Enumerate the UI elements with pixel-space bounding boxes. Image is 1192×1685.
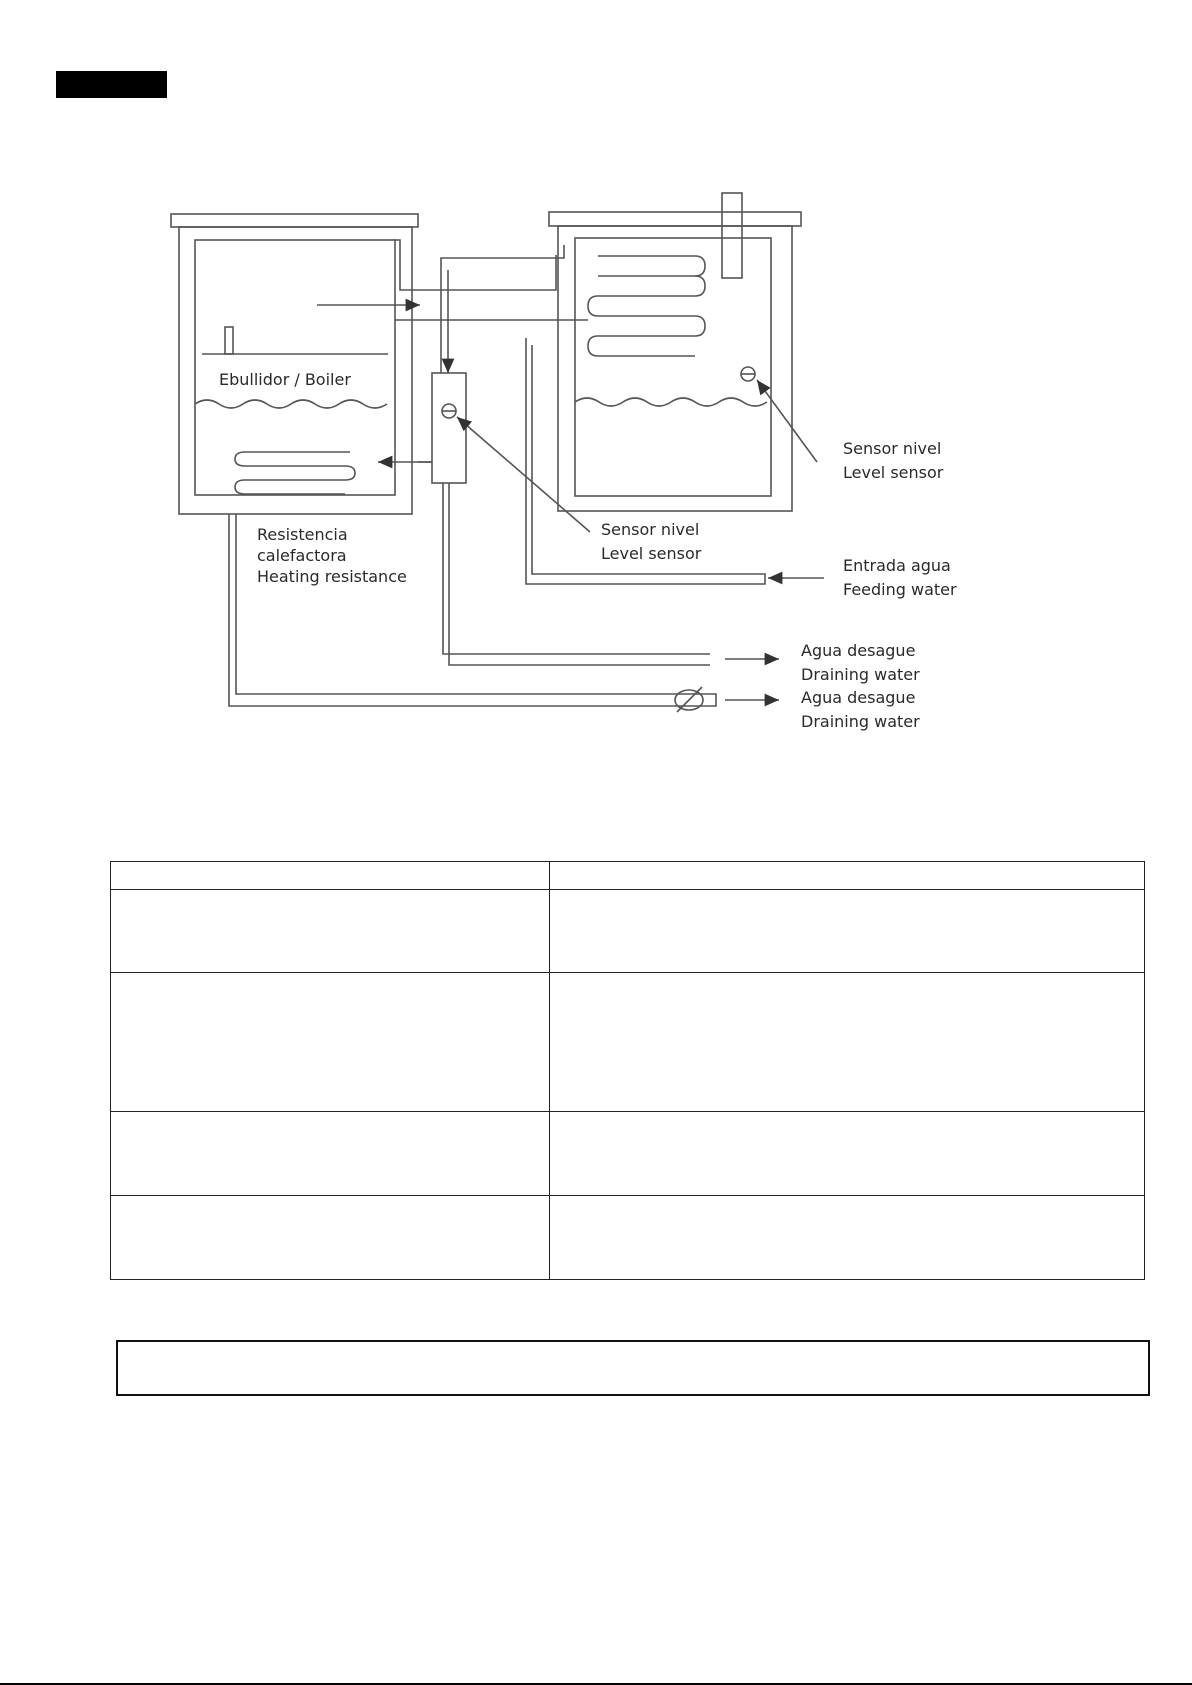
- heating-coil: [235, 452, 432, 494]
- boiler-diagram: [0, 0, 1192, 780]
- table-cell: [550, 1112, 1145, 1196]
- label-sensor-center-1: Sensor nivel: [601, 520, 700, 539]
- table-cell: [111, 862, 550, 890]
- table-row: [111, 890, 1145, 973]
- table-cell: [111, 973, 550, 1112]
- table-row: [111, 1196, 1145, 1280]
- table-cell: [550, 890, 1145, 973]
- condenser-coil: [588, 256, 705, 356]
- label-drain-a-2: Draining water: [801, 665, 920, 684]
- label-feed-2: Feeding water: [843, 580, 957, 599]
- answer-table: [110, 861, 1145, 1280]
- table-row: [111, 862, 1145, 890]
- table-cell: [550, 862, 1145, 890]
- label-feed-1: Entrada agua: [843, 556, 951, 575]
- label-sensor-center-2: Level sensor: [601, 544, 702, 563]
- condenser-tank: [549, 193, 801, 511]
- label-boiler: Ebullidor / Boiler: [219, 370, 351, 389]
- label-drain-a-1: Agua desague: [801, 641, 916, 660]
- label-sensor-right-1: Sensor nivel: [843, 439, 942, 458]
- label-sensor-right-2: Level sensor: [843, 463, 944, 482]
- center-level-sensor: [432, 270, 466, 483]
- table-cell: [111, 1196, 550, 1280]
- label-drain-b-1: Agua desague: [801, 688, 916, 707]
- pipes: [229, 240, 765, 712]
- table-row: [111, 1112, 1145, 1196]
- label-heater-3: Heating resistance: [257, 567, 407, 586]
- table-cell: [111, 890, 550, 973]
- label-heater-2: calefactora: [257, 546, 347, 565]
- table-cell: [550, 1196, 1145, 1280]
- table-cell: [111, 1112, 550, 1196]
- label-heater-1: Resistencia: [257, 525, 348, 544]
- label-drain-b-2: Draining water: [801, 712, 920, 731]
- table-cell: [550, 973, 1145, 1112]
- note-box: [116, 1340, 1150, 1396]
- boiler-tank: [171, 214, 420, 514]
- table-row: [111, 973, 1145, 1112]
